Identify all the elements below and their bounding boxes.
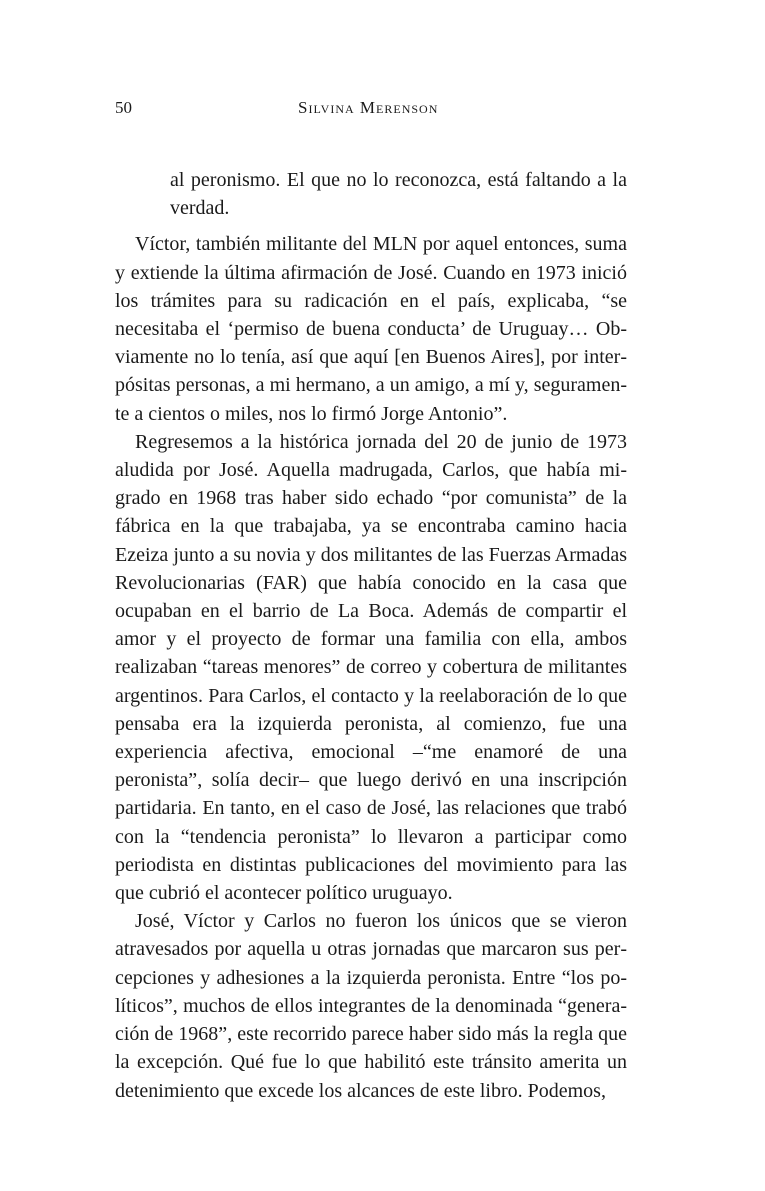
paragraph-izquierda-peronista: José, Víctor y Carlos no fueron los únicos que se vieron atravesados por aquella u otras jornadas que marcaron sus percepciones y adhesiones a la izquierda peronista. Entre “los políticos”, muchos de ellos integrantes de la denominada “generación de 1968”, este recorrido parece haber sido más la regla que la excepción. Qué fue lo que habilitó este tránsito amerita un detenimiento que excede los alcances de este libro. Podemos, [115, 910, 627, 1102]
running-head: Silvina Merenson [298, 98, 439, 117]
page-number: 50 [115, 98, 132, 117]
block-quote: al peronismo. El que no lo reconozca, está faltando a la verdad. [170, 169, 627, 220]
page-header [115, 98, 627, 122]
paragraph-victor: Víctor, también militante del MLN por aquel entonces, suma y extiende la última afirmación de José. Cuando en 1973 inició los trámites para su radicación en el país, explicaba, “se necesitaba el ‘permiso de buena conducta’ de Uruguay… Obviamente no lo tenía, así que aquí [en Buenos Aires], por interpósitas personas, a mi hermano, a un amigo, a mí y, seguramente a cientos o miles, nos lo firmó Jorge Antonio”. [115, 233, 627, 425]
body-text [115, 166, 627, 1105]
paragraph-jornada: Regresemos a la histórica jornada del 20 de junio de 1973 aludida por José. Aquella madrugada, Carlos, que había migrado en 1968 tras haber sido echado “por comunista” de la fábrica en la que trabajaba, ya se encontraba camino hacia Ezeiza junto a su novia y dos militantes de las Fuerzas Armadas Revolucionarias (FAR) que había conocido en la casa que ocupaban en el barrio de La Boca. Además de compartir el amor y el proyecto de formar una familia con ella, ambos realizaban “tareas menores” de correo y cobertura de militantes argentinos. Para Carlos, el contacto y la reelaboración de lo que pensaba era la izquierda peronista, al comienzo, fue una experiencia afectiva, emocional –“me enamoré de una peronista”, solía decir– que luego derivó en una inscripción partidaria. En tanto, en el caso de José, las relaciones que trabó con la “tendencia peronista” lo llevaron a participar como periodista en distintas publicaciones del movimiento para las que cubrió el acontecer político uruguayo. [115, 430, 627, 905]
